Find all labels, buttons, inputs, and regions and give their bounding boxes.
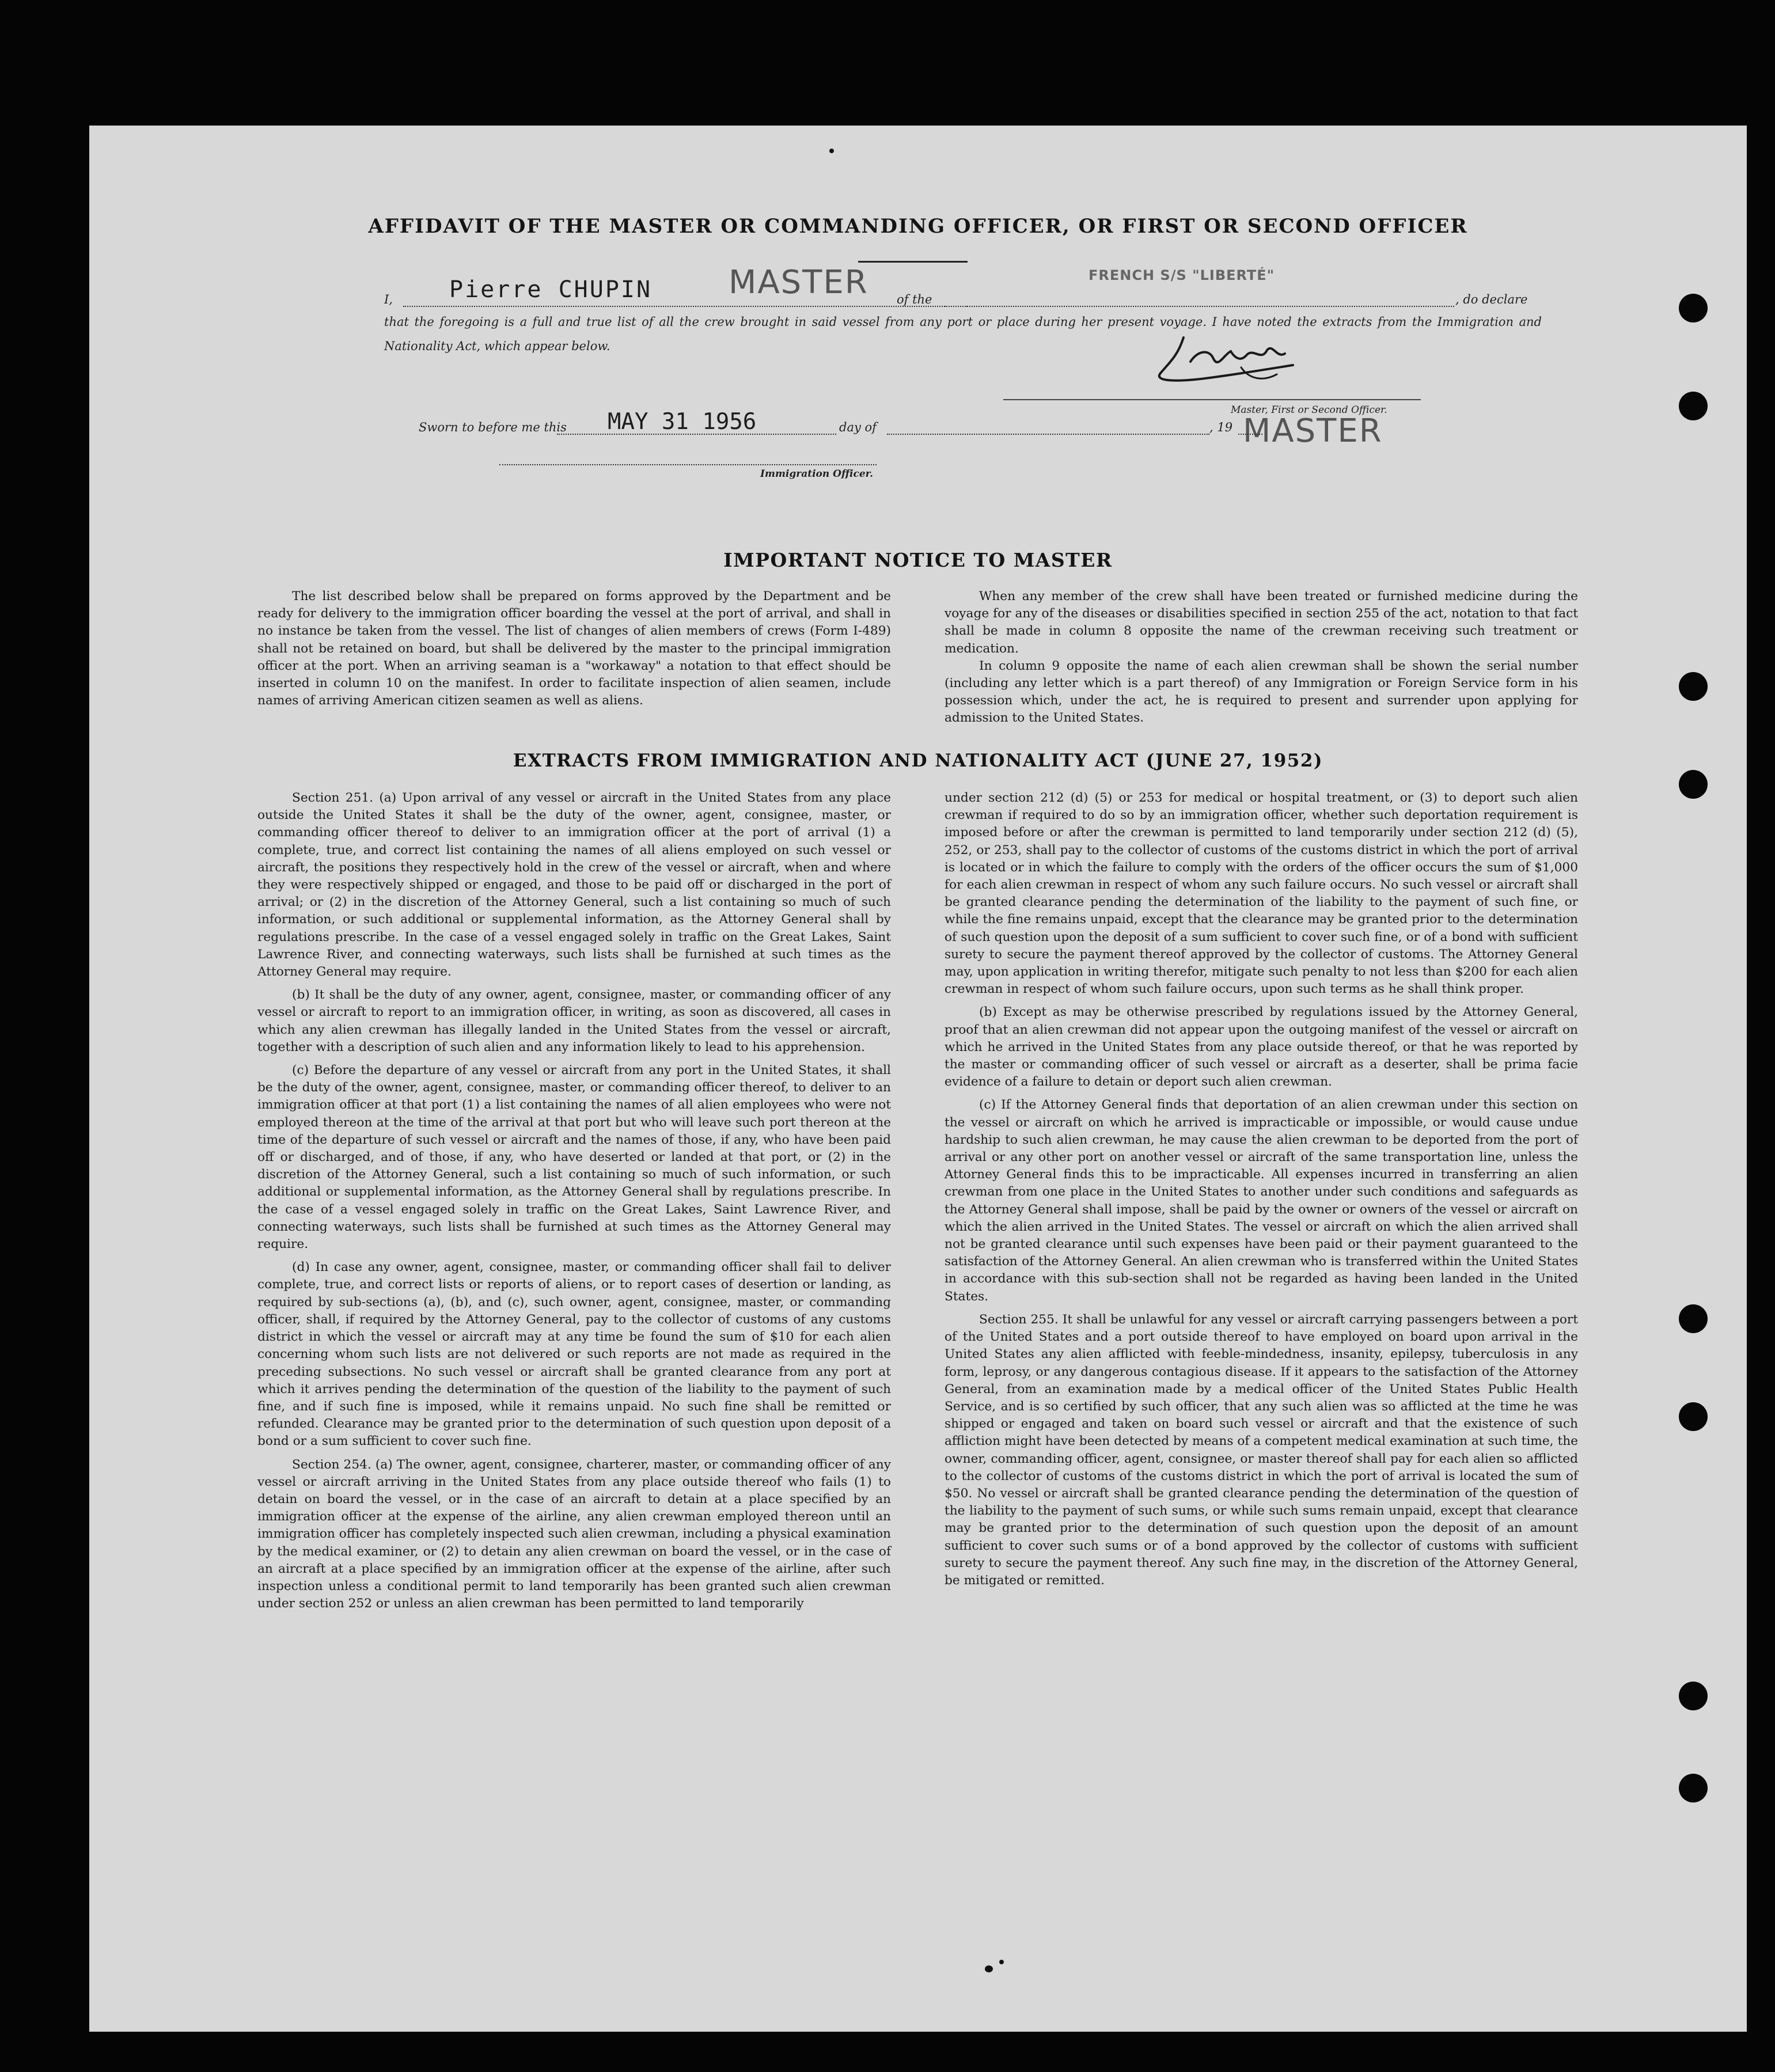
pre-name-label: I, [384,293,393,306]
dust-speck [829,149,834,153]
rank-stamp: MASTER [729,264,868,301]
signature-rank-stamp: MASTER [1243,412,1383,450]
declare-label: , do declare [1455,293,1528,306]
section-251-a: Section 251. (a) Upon arrival of any vessel or aircraft in the United States from any place outside the United States it shall be the duty of the owner, agent, consignee, master, or commanding officer thereof to deliver to an immigration officer at the port of arrival (1) a complete, true, and correct list containing the names of all aliens employed on such vessel or aircraft, the positions they respectively hold in the crew of the vessel or aircraft, when and where they were respectively shipped or engaged, and those to be paid off or discharged in the port of arrival; or (2) in the discretion of the Attorney General, such a list containing so much of such information, or such additional or supplemental information, as the Attorney General shall by regulations prescribe. In the case of a vessel engaged solely in traffic on the Great Lakes, Saint Lawrence River, and connecting waterways, such lists shall be furnished at such times as the Attorney General may require. [257,791,891,980]
dust-speck [985,1965,993,1972]
binder-hole [1679,1774,1708,1802]
section-251-b: (b) It shall be the duty of any owner, agent, consignee, master, or commanding officer of any vessel or aircraft to report to an immigration officer, in writing, as soon as discovered, all cases in which any alien crewman has illegally landed in the United States from the vessel or aircraft, together with a description of such alien and any information likely to lead to his apprehension. [257,988,891,1054]
name-underline [403,306,968,307]
notice-paragraph: When any member of the crew shall have been treated or furnished medicine during the voyage for any of the diseases or disabilities specified in section 255 of the act, notation to that fact shall be made in column 8 opposite the name of the crewman receiving such treatment or medication. [945,589,1578,656]
sworn-label: Sworn to before me this [419,420,567,434]
dust-speck [999,1960,1004,1964]
section-254-b: (b) Except as may be otherwise prescribed by regulations issued by the Attorney General, proof that an alien crewman did not appear upon the outgoing manifest of the vessel or aircraft on which he arrived in the United States from any place outside thereof, or that he was reported by the master or commanding officer of such vessel or aircraft as a deserter, shall be prima facie evidence of a failure to detain or deport such alien crewman. [945,1005,1578,1090]
binder-hole [1679,672,1708,701]
sworn-date-stamp: MAY 31 1956 [608,409,757,435]
notice-left-column [257,588,891,715]
declaration-text: that the foregoing is a full and true list of all the crew brought in said vessel from any port or place during her present voyage. I have noted the extracts from the Immigration and Nationality Act, which appear below. [384,315,1542,353]
vessel-underline [945,306,1454,307]
binder-hole [1679,770,1708,799]
master-name: Pierre CHUPIN [449,276,653,303]
notice-paragraph: In column 9 opposite the name of each alien crewman shall be shown the serial number (including any letter which is a part thereof) of any Immigration or Foreign Service form in his possession which, under the act, he is required to present and surrender upon applying for admission to the United States. [945,658,1578,726]
notice-paragraph: The list described below shall be prepared on forms approved by the Department and be ready for delivery to the immigration officer boarding the vessel at the port of arrival, and shall in no instance be taken from the vessel. The list of changes of alien members of crews (Form I-489) shall not be retained on board, but shall be delivered by the master to the principal immigration officer at the port. When an arriving seaman is a "workaway" a notation to that effect should be inserted in column 10 on the manifest. In order to facilitate inspection of alien seamen, include names of arriving American citizen seamen as well as aliens. [257,589,891,708]
year-label: , 19 [1209,420,1233,434]
document-sheet [89,126,1747,2032]
binder-hole [1679,392,1708,420]
signature-line [1003,399,1421,400]
officer-caption: Immigration Officer. [760,468,873,480]
year-underline [1238,434,1262,435]
section-251-c: (c) Before the departure of any vessel or aircraft from any port in the United States, it shall be the duty of the owner, agent, consignee, master, or commanding officer thereof, to deliver to an immigration officer at that port (1) a list containing the names of all alien employees who were not employed thereon at the time of the arrival at that port but who will leave such port thereon at the time of the departure of such vessel or aircraft and the names of those, if any, who have been paid off or discharged, and of those, if any, who have deserted or landed at that port, or (2) in the discretion of the Attorney General, such a list containing so much of such information, or such additional or supplemental information, as the Attorney General shall by regulations prescribe. In the case of a vessel engaged solely in traffic on the Great Lakes, Saint Lawrence River, and connecting waterways, such lists shall be furnished at such times as the Attorney General may require. [257,1063,891,1252]
vessel-stamp: FRENCH S/S "LIBERTÉ" [1088,267,1275,283]
day-of-label: day of [839,420,877,434]
signature-caption: Master, First or Second Officer. [1231,404,1387,416]
binder-hole [1679,1402,1708,1431]
title-divider [858,261,968,263]
officer-signature-line [499,464,877,465]
affidavit-title: AFFIDAVIT OF THE MASTER OR COMMANDING OFFICER, OR FIRST OR SECOND OFFICER [368,215,1468,238]
notice-right-column [945,588,1578,733]
extracts-title: EXTRACTS FROM IMMIGRATION AND NATIONALITY ACT (JUNE 27, 1952) [513,750,1323,771]
notice-title: IMPORTANT NOTICE TO MASTER [723,549,1113,571]
master-signature [1149,327,1339,402]
day-of-underline [887,434,1209,435]
binder-hole [1679,1682,1708,1710]
section-251-d: (d) In case any owner, agent, consignee, master, or commanding officer shall fail to deliver complete, true, and correct lists or reports of aliens, or to report cases of desertion or landing, as required by sub-sections (a), (b), and (c), such owner, agent, consignee, master, or commanding officer, shall, if required by the Attorney General, pay to the collector of customs of any customs district in which the vessel or aircraft may at any time be found the sum of $10 for each alien concerning whom such lists are not delivered or such reports are not made as required in the preceding subsections. No such vessel or aircraft shall be granted clearance from any port at which it arrives pending the determination of the question of the liability to the payment of such fine, and if such fine is imposed, while it remains unpaid. No such fine shall be remitted or refunded. Clearance may be granted prior to the determination of such question upon deposit of a bond or a sum sufficient to cover such fine. [257,1260,891,1449]
section-254-a: Section 254. (a) The owner, agent, consignee, charterer, master, or commanding officer of any vessel or aircraft arriving in the United States from any place outside thereof who fails (1) to detain on board the vessel, or in the case of an aircraft to detain at a place specified by an immigration officer at the expense of the airline, any alien crewman employed thereon until an immigration officer has completely inspected such alien crewman, including a physical examination by the medical examiner, or (2) to detain any alien crewman on board the vessel, or in the case of an aircraft at a place specified by an immigration officer at the expense of the airline, after such inspection unless a conditional permit to land temporarily has been granted such alien crewman under section 252 or unless an alien crewman has been permitted to land temporarily [257,1457,891,1611]
extracts-left-column [257,790,891,1618]
binder-hole [1679,1304,1708,1333]
binder-hole [1679,294,1708,322]
extracts-right-column [945,790,1578,1595]
section-254-c: (c) If the Attorney General finds that deportation of an alien crewman under this section on the vessel or aircraft on which he arrived is impracticable or impossible, or would cause undue hardship to such alien crewman, he may cause the alien crewman to be deported from the port of arrival or any other port on another vessel or aircraft of the same transportation line, unless the Attorney General finds this to be impracticable. All expenses incurred in transferring an alien crewman from one place in the United States to another under such conditions and safeguards as the Attorney General shall impose, shall be paid by the owner or owners of the vessel or aircraft on which the alien arrived in the United States. The vessel or aircraft on which the alien arrived shall not be granted clearance until such expenses have been paid or their payment guaranteed to the satisfaction of the Attorney General. An alien crewman who is transferred within the United States in accordance with this sub-section shall not be regarded as having been landed in the United States. [945,1098,1578,1304]
section-255: Section 255. It shall be unlawful for any vessel or aircraft carrying passengers between a port of the United States and a port outside thereof to have employed on board upon arrival in the United States any alien afflicted with feeble-mindedness, insanity, epilepsy, tuberculosis in any form, leprosy, or any dangerous contagious disease. If it appears to the satisfaction of the Attorney General, from an examination made by a medical officer of the United States Public Health Service, and is so certified by such officer, that any such alien was so afflicted at the time he was shipped or engaged and taken on board such vessel or aircraft and that the existence of such affliction might have been detected by means of a competent medical examination at such time, the owner, commanding officer, agent, consignee, or master thereof shall pay for each alien so afflicted to the collector of customs of the customs district in which the port of arrival is located the sum of $50. No vessel or aircraft shall be granted clearance pending the determination of the question of the liability to the payment of such sums, or while such sums remain unpaid, except that clearance may be granted prior to the determination of such question upon the deposit of an amount sufficient to cover such sums or of a bond approved by the collector of customs with sufficient surety to secure the payment thereof. Any such fine may, in the discretion of the Attorney General, be mitigated or remitted. [945,1312,1578,1588]
of-the-label: of the [897,293,932,306]
section-254-a-continued: under section 212 (d) (5) or 253 for medical or hospital treatment, or (3) to deport such alien crewman if required to do so by an immigration officer, whether such deportation requirement is imposed before or after the crewman is permitted to land temporarily under section 212 (d) (5), 252, or 253, shall pay to the collector of customs of the customs district in which the port of arrival is located or in which the failure to comply with the orders of the officer occurs the sum of $1,000 for each alien crewman in respect of whom any such failure occurs. No such vessel or aircraft shall be granted clearance pending the determination of the liability to the payment of such fine, or while the fine remains unpaid, except that the clearance may be granted prior to the determination of such question upon the deposit of a sum sufficient to cover such fine, or of a bond with sufficient surety to secure the payment thereof approved by the collector of customs. The Attorney General may, upon application in writing therefor, mitigate such penalty to not less than $200 for each alien crewman in respect of whom such failure occurs, upon such terms as he shall think proper. [945,791,1578,997]
